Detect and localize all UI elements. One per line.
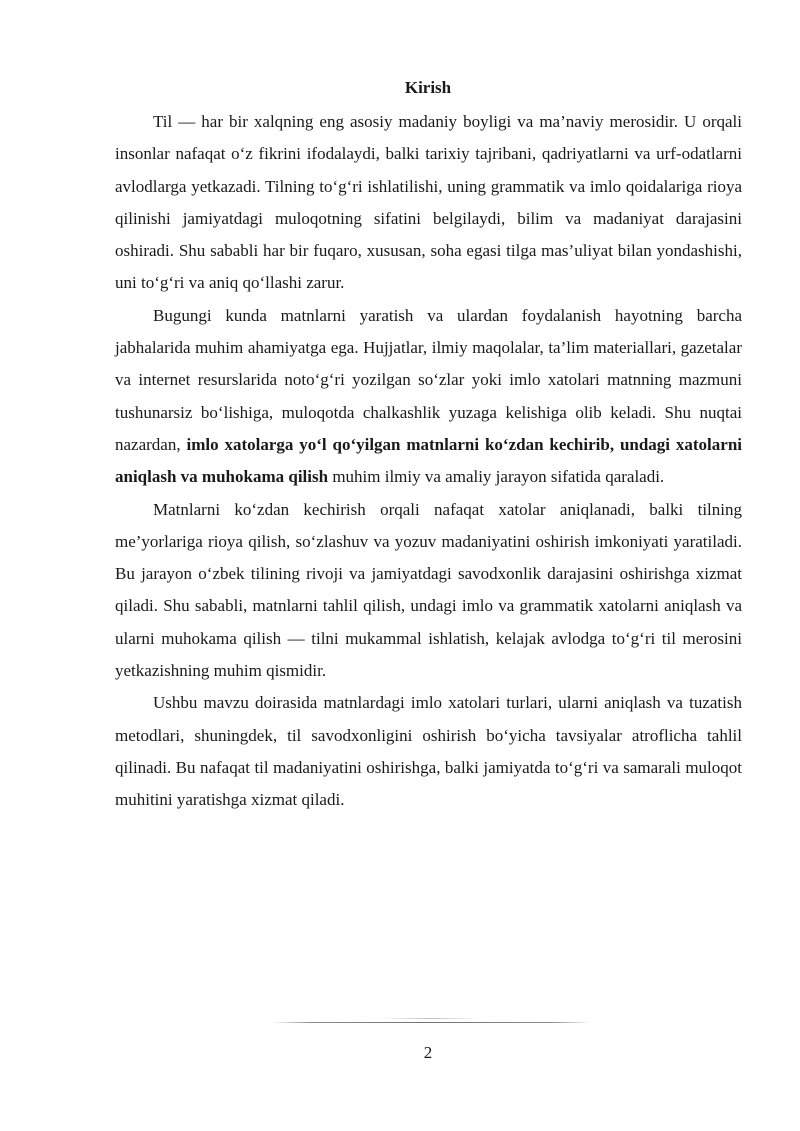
paragraph-2 (115, 300, 742, 494)
paragraph-1 (115, 106, 742, 300)
paragraph-1-text: Til — har bir xalqning eng asosiy madaniy boyligi va ma’naviy merosidir. U orqali insonlar nafaqat o‘z fikrini ifodalaydi, balki tarixiy tajribani, qadriyatlarni va urf-odatlarni avlodlarga yetkazadi. Tilning to‘g‘ri ishlatilishi, uning grammatik va imlo qoidalariga rioya qilinishi jamiyatdagi muloqotning sifatini belgilaydi, bilim va madaniyat darajasini oshiradi. Shu sababli har bir fuqaro, xususan, soha egasi tilga mas’uliyat bilan yondashishi, uni to‘g‘ri va aniq qo‘llashi zarur. (115, 112, 742, 293)
paragraph-3 (115, 494, 742, 688)
footer-rule-accent (380, 1018, 480, 1019)
paragraph-4 (115, 687, 742, 816)
paragraph-3-text: Matnlarni ko‘zdan kechirish orqali nafaqat xatolar aniqlanadi, balki tilning me’yorlariga rioya qilish, so‘zlashuv va yozuv madaniyatini oshirish imkoniyati yaratiladi. Bu jarayon o‘zbek tilining rivoji va jamiyatdagi savodxonlik darajasini oshirishga xizmat qiladi. Shu sababli, matnlarni tahlil qilish, undagi imlo va grammatik xatolarni aniqlash va ularni muhokama qilish — tilni mukammal ishlatish, kelajak avlodga to‘g‘ri til merosini yetkazishning muhim qismidir. (115, 499, 742, 681)
page-number: 2 (423, 1043, 433, 1062)
paragraph-2-bold-phrase: imlo xatolarga yo‘l qo‘yilgan matnlarni ko‘zdan kechirib, undagi xatolarni aniqlash va muhokama qilish (115, 434, 743, 487)
section-heading: Kirish (404, 78, 452, 97)
paragraph-2-text-start: Bugungi kunda matnlarni yaratish va ulardan foydalanish hayotning barcha jabhalarida muhim ahamiyatga ega. Hujjatlar, ilmiy maqolalar, ta’lim materiallari, gazetalar va internet resurslarida noto‘g‘ri yozilgan so‘zlar yoki imlo xatolari matnning mazmuni tushunarsiz bo‘lishiga, muloqotda chalkashlik yuzaga kelishiga olib keladi. Shu nuqtai nazardan, (115, 305, 742, 454)
footer-rule (272, 1022, 590, 1023)
body-text (115, 106, 742, 817)
paragraph-4-text: Ushbu mavzu doirasida matnlardagi imlo xatolari turlari, ularni aniqlash va tuzatish metodlari, shuningdek, til savodxonligini oshirish bo‘yicha tavsiyalar atroflicha tahlil qilinadi. Bu nafaqat til madaniyatini oshirishga, balki jamiyatda to‘g‘ri va samarali muloqot muhitini yaratishga xizmat qiladi. (115, 693, 742, 810)
paragraph-2-text-end: muhim ilmiy va amaliy jarayon sifatida qaraladi. (328, 467, 665, 487)
